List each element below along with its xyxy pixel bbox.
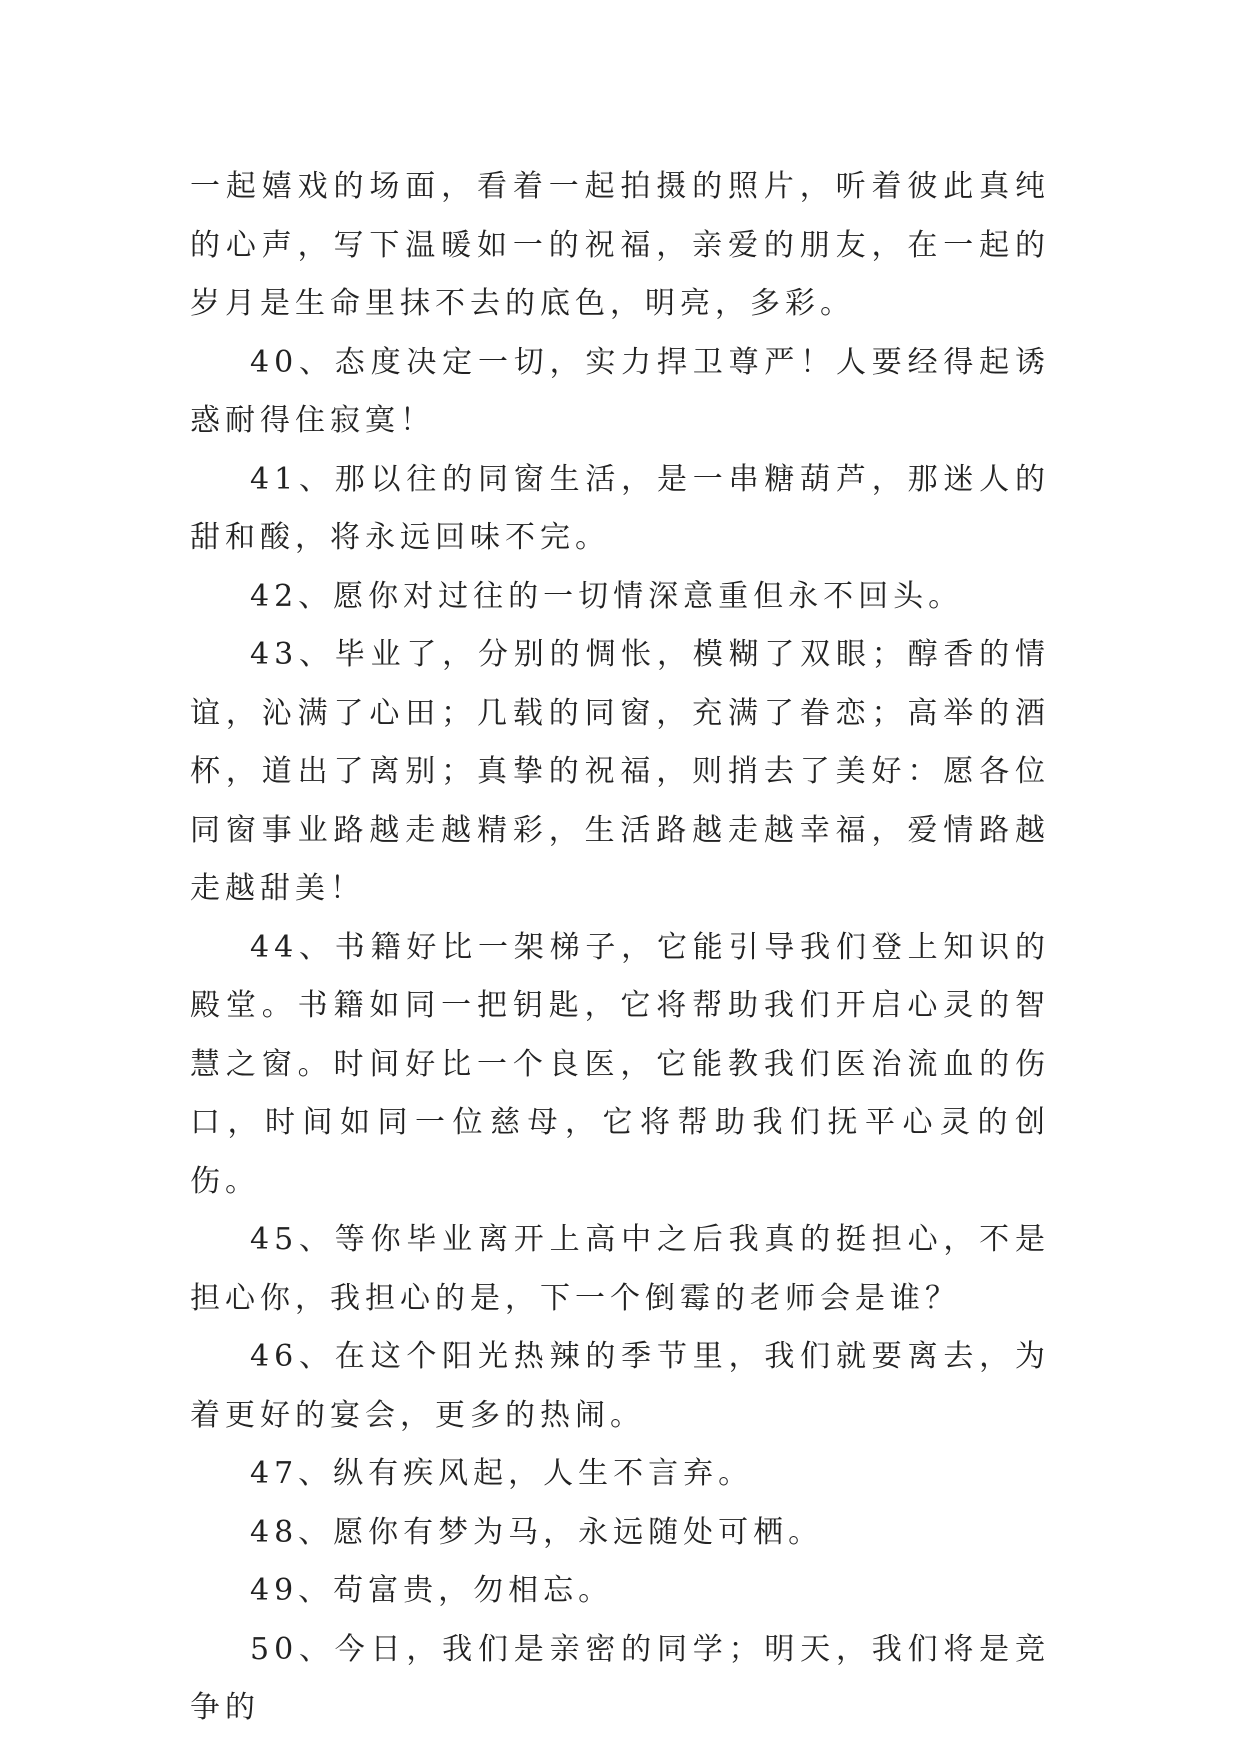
paragraph-41: 41、那以往的同窗生活，是一串糖葫芦，那迷人的甜和酸，将永远回味不完。 — [190, 461, 1050, 555]
paragraph-40: 40、态度决定一切，实力捍卫尊严！人要经得起诱惑耐得住寂寞！ — [190, 344, 1050, 438]
paragraph-50: 50、今日，我们是亲密的同学；明天，我们将是竞争的 — [190, 1631, 1050, 1725]
paragraph-46: 46、在这个阳光热辣的季节里，我们就要离去，为着更好的宴会，更多的热闹。 — [190, 1339, 1050, 1433]
paragraph-44: 44、书籍好比一架梯子，它能引导我们登上知识的殿堂。书籍如同一把钥匙，它将帮助我们开启心灵的智慧之窗。时间好比一个良医，它能教我们医治流血的伤口，时间如同一位慈母，它将帮助我们抚平心灵的创伤。 — [190, 929, 1050, 1199]
paragraph-45: 45、等你毕业离开上高中之后我真的挺担心，不是担心你，我担心的是，下一个倒霉的老师会是谁？ — [190, 1222, 1050, 1316]
paragraph-48: 48、愿你有梦为马，永远随处可栖。 — [250, 1514, 824, 1550]
paragraph-47: 47、纵有疾风起，人生不言弃。 — [250, 1456, 754, 1491]
paragraph-49: 49、苟富贵，勿相忘。 — [250, 1573, 614, 1608]
document-body — [190, 158, 1050, 1738]
paragraph-42: 42、愿你对过往的一切情深意重但永不回头。 — [250, 578, 964, 614]
paragraph-43: 43、毕业了，分别的惆怅，模糊了双眼；醇香的情谊，沁满了心田；几载的同窗，充满了眷恋；高举的酒杯，道出了离别；真挚的祝福，则捎去了美好：愿各位同窗事业路越走越精彩，生活路越走越幸福，爱情路越走越甜美！ — [190, 637, 1050, 906]
paragraph-continuation: 一起嬉戏的场面，看着一起拍摄的照片，听着彼此真纯的心声，写下温暖如一的祝福，亲爱的朋友，在一起的岁月是生命里抹不去的底色，明亮，多彩。 — [190, 169, 1050, 321]
